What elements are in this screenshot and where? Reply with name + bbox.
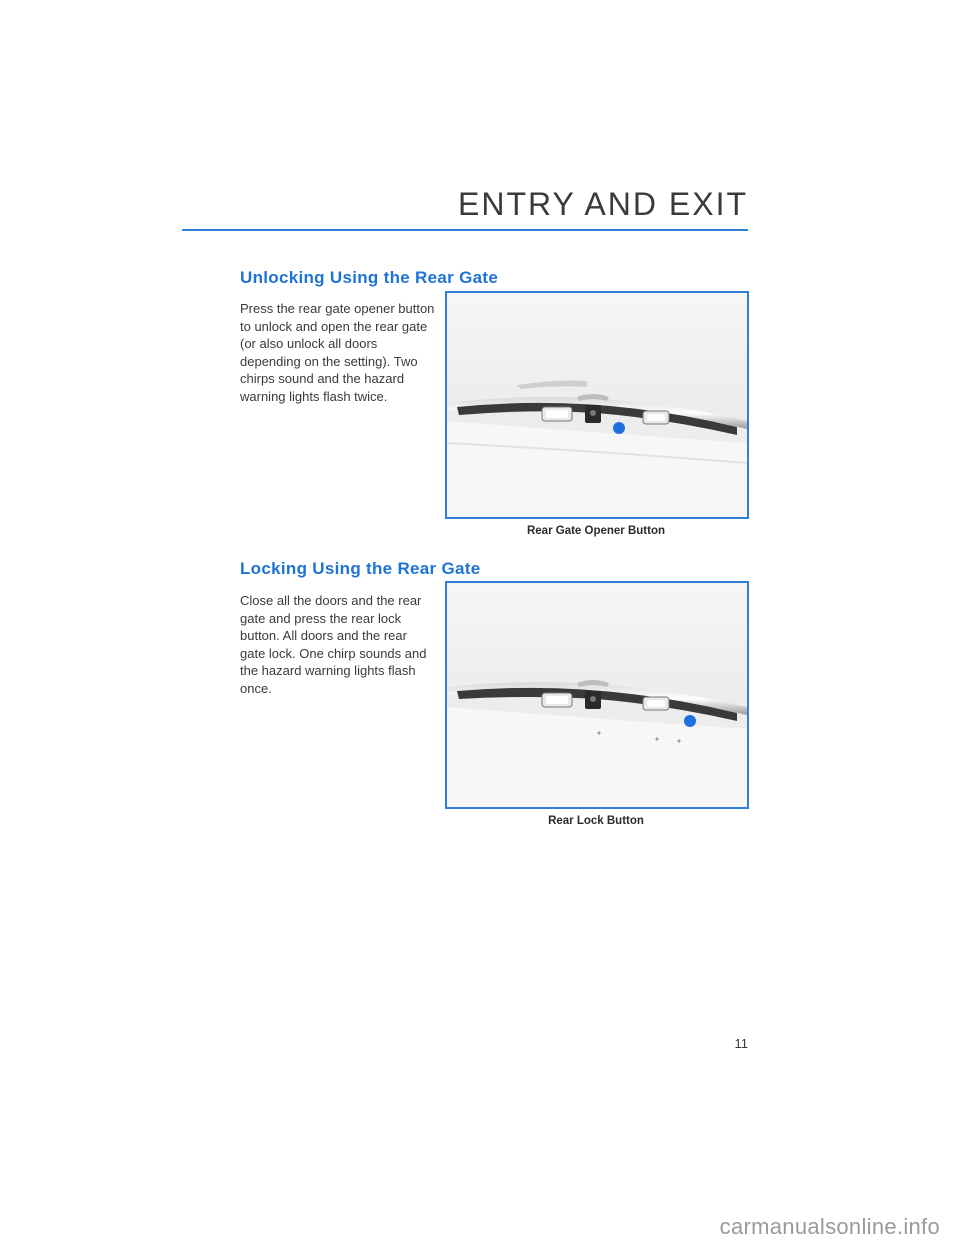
section-heading-locking: Locking Using the Rear Gate bbox=[240, 559, 481, 578]
rear-lock-photo bbox=[445, 581, 749, 809]
photo-caption-rear-gate-opener: Rear Gate Opener Button bbox=[526, 525, 666, 537]
chapter-divider bbox=[182, 229, 748, 231]
body-line: button. All doors and the rear bbox=[240, 628, 407, 643]
section-heading-unlocking: Unlocking Using the Rear Gate bbox=[240, 268, 499, 287]
section-body-unlocking bbox=[240, 300, 435, 405]
rear-lock-illustration bbox=[447, 583, 747, 807]
footer-watermark[interactable]: carmanualsonline.info bbox=[719, 1214, 940, 1239]
body-line: the hazard warning lights flash bbox=[240, 663, 416, 678]
body-line: gate lock. One chirp sounds and bbox=[240, 645, 427, 661]
body-line: (or also unlock all doors bbox=[240, 336, 378, 351]
body-line: chirps sound and the hazard bbox=[240, 371, 405, 386]
body-line: Press the rear gate opener button bbox=[240, 301, 435, 316]
section-body-locking bbox=[240, 592, 435, 697]
body-line: depending on the setting). Two bbox=[240, 353, 418, 369]
page-number: 11 bbox=[734, 1036, 748, 1051]
chapter-title: ENTRY AND EXIT bbox=[458, 186, 748, 222]
photo-caption-rear-lock: Rear Lock Button bbox=[548, 815, 644, 827]
body-line: once. bbox=[240, 680, 272, 696]
rear-gate-opener-photo bbox=[445, 291, 749, 519]
rear-gate-opener-marker bbox=[613, 422, 625, 434]
rear-lock-marker bbox=[684, 715, 696, 727]
rear-gate-illustration bbox=[447, 293, 747, 517]
body-line: Close all the doors and the rear bbox=[240, 593, 422, 608]
body-line: warning lights flash twice. bbox=[240, 388, 388, 404]
body-line: gate and press the rear lock bbox=[240, 610, 402, 626]
body-line: to unlock and open the rear gate bbox=[240, 318, 428, 334]
